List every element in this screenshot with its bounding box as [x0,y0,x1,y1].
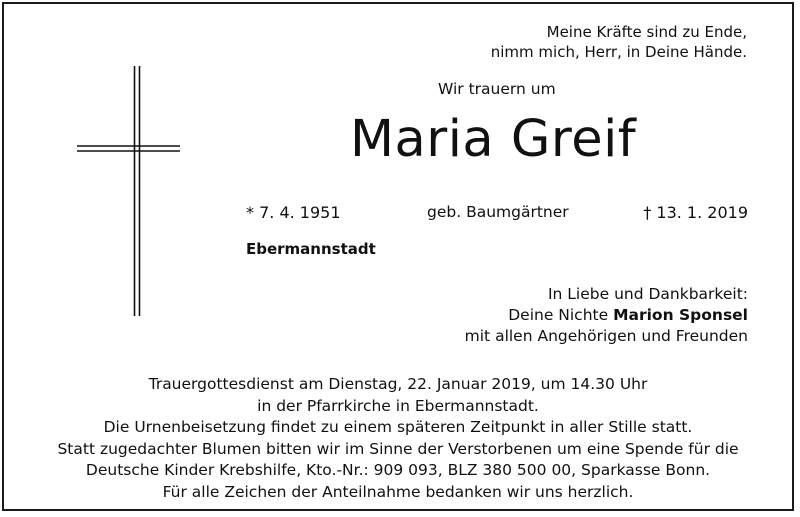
quote-line-1: Meine Kräfte sind zu Ende, [546,23,747,41]
cross-icon [70,66,180,316]
notes-line-5: Deutsche Kinder Krebshilfe, Kto.-Nr.: 909 093, BLZ 380 500 00, Sparkasse Bonn. [85,461,711,479]
service-notes [0,374,796,503]
notes-line-4: Statt zugedachter Blumen bitten wir im Sinne der Verstorbenen um eine Spende für die [57,439,739,458]
place-of-residence: Ebermannstadt [246,240,376,258]
notes-line-3: Die Urnenbeisetzung findet zu einem späteren Zeitpunkt in aller Stille statt. [103,418,693,436]
quote-line-2: nimm mich, Herr, in Deine Hände. [490,43,747,61]
deceased-name: Maria Greif [350,110,637,169]
maiden-name: geb. Baumgärtner [427,203,569,221]
mourner-name: Marion Sponsel [613,306,748,324]
intro-text: Wir trauern um [438,80,556,98]
death-date: † 13. 1. 2019 [643,203,748,222]
birth-date: * 7. 4. 1951 [246,203,341,222]
notes-line-2: in der Pfarrkirche in Ebermannstadt. [257,396,539,415]
bible-quote [491,22,747,62]
thanks-line-1: In Liebe und Dankbarkeit: [547,285,748,303]
thanks-line-2-prefix: Deine Nichte [508,306,614,324]
mourners-block [465,284,748,347]
thanks-line-3: mit allen Angehörigen und Freunden [464,327,748,345]
notes-line-6: Für alle Zeichen der Anteilnahme bedanken wir uns herzlich. [162,482,634,501]
notes-line-1: Trauergottesdienst am Dienstag, 22. Januar 2019, um 14.30 Uhr [148,375,648,393]
thanks-line-2 [465,305,748,326]
